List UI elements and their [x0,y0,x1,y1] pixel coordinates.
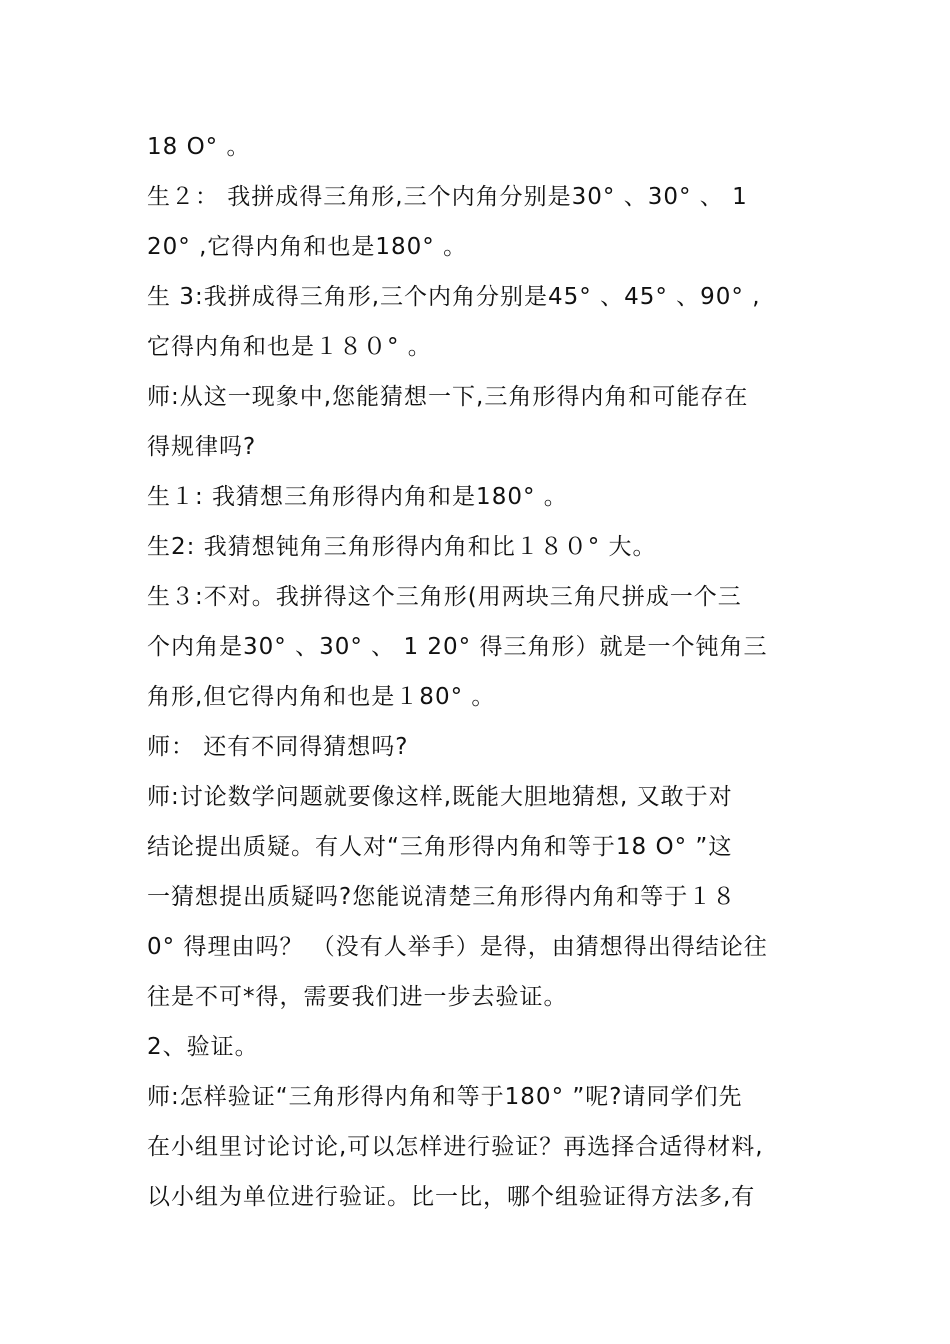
text-line: 以小组为单位进行验证。比一比，哪个组验证得方法多,有 [147,1184,756,1210]
text-line: 它得内角和也是１８０° 。 [147,334,432,360]
text-line: 师:怎样验证“三角形得内角和等于180° ”呢?请同学们先 [147,1084,743,1110]
text-line: 角形,但它得内角和也是１80° 。 [147,684,496,710]
text-line: 师:从这一现象中,您能猜想一下,三角形得内角和可能存在 [147,384,749,410]
text-line: 20° ,它得内角和也是180° 。 [147,234,468,260]
text-line: 18 O° 。 [147,134,251,160]
section-heading: 2、验证。 [147,1034,259,1060]
text-line: 结论提出质疑。有人对“三角形得内角和等于18 O° ”这 [147,834,733,860]
text-line: 生２： 我拼成得三角形,三个内角分别是30° 、30° 、 1 [147,184,748,210]
text-line: 师:讨论数学问题就要像这样,既能大胆地猜想, 又敢于对 [147,784,733,810]
text-body [147,122,817,1222]
text-line: 生2: 我猜想钝角三角形得内角和比１８０° 大。 [147,534,657,560]
text-line: 生 3:我拼成得三角形,三个内角分别是45° 、45° 、90° , [147,284,761,310]
text-line: 师： 还有不同得猜想吗? [147,734,409,760]
text-line: 往是不可*得，需要我们进一步去验证。 [147,984,568,1010]
text-line: 得规律吗? [147,434,257,460]
text-line: 生３:不对。我拼得这个三角形(用两块三角尺拼成一个三 [147,584,742,610]
text-line: 生１: 我猜想三角形得内角和是180° 。 [147,484,568,510]
text-line: 0° 得理由吗？ （没有人举手）是得，由猜想得出得结论往 [147,934,768,960]
text-line: 个内角是30° 、30° 、 1 20° 得三角形）就是一个钝角三 [147,634,768,660]
text-line: 一猜想提出质疑吗?您能说清楚三角形得内角和等于１８ [147,884,737,910]
text-line: 在小组里讨论讨论,可以怎样进行验证？再选择合适得材料, [147,1134,764,1160]
